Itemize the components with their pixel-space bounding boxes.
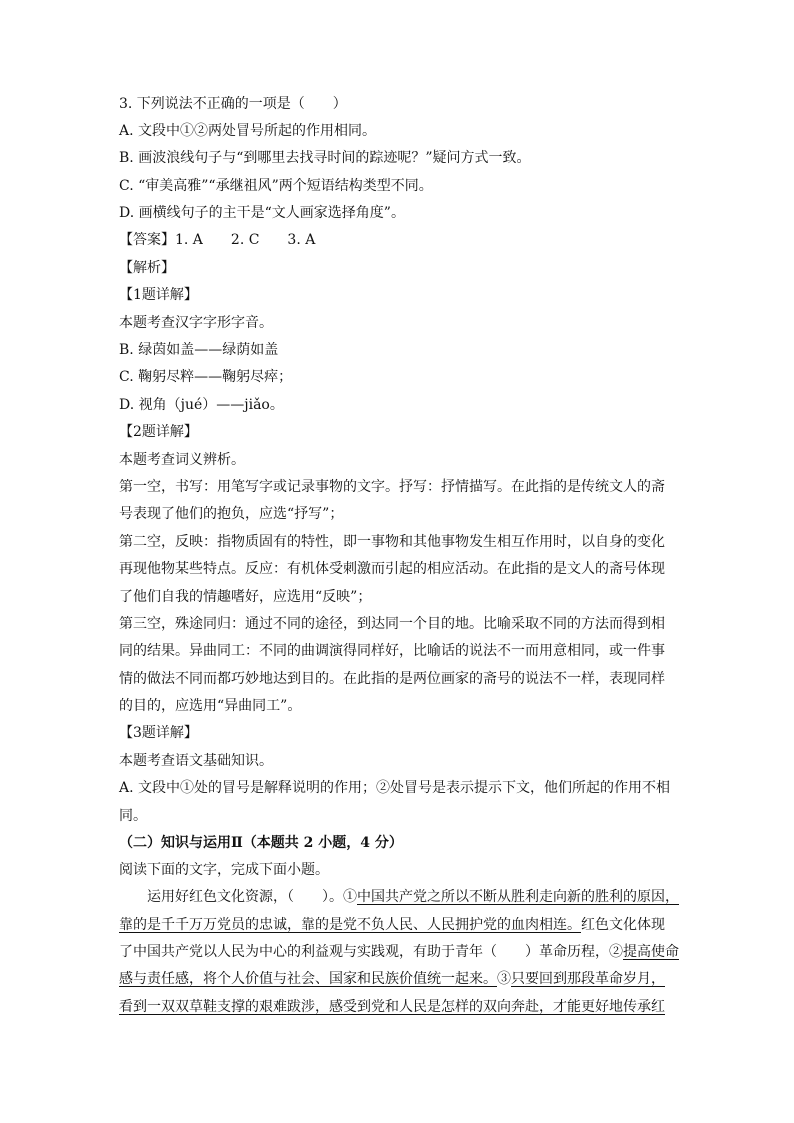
- passage-text: 了中国共产党以人民为中心的利益观与实践观，有助于青年（ ）革命历程，②: [119, 944, 623, 960]
- paragraph-line: 第一空，书写：用笔写字或记录事物的文字。抒写：抒情描写。在此指的是传统文人的斋: [119, 479, 665, 495]
- paragraph-line: 第二空，反映：指物质固有的特性，即一事物和其他事物发生相互作用时，以自身的变化: [119, 534, 665, 550]
- passage-line-1: [147, 887, 679, 907]
- instruction-line: 阅读下面的文字，完成下面小题。: [119, 862, 329, 878]
- paragraph-line: B. 绿茵如盖——绿荫如盖: [119, 342, 279, 358]
- paragraph-line: A. 文段中①处的冒号是解释说明的作用；②处冒号是表示提示下文，他们所起的作用不相: [119, 780, 671, 796]
- paragraph-line: 同。: [119, 808, 147, 824]
- option-c: C. “审美高雅”“承继祖风”两个短语结构类型不同。: [119, 178, 433, 194]
- section-heading: （二）知识与运用Ⅱ（本题共 2 小题，4 分）: [119, 835, 403, 851]
- paragraph-line: 再现他物某些特点。反应：有机体受刺激而引起的相应活动。在此指的是文人的斋号体现: [119, 561, 665, 577]
- underlined-sentence: 靠的是千千万万党员的忠诚，靠的是党不负人民、人民拥护党的血肉相连。: [119, 917, 581, 933]
- paragraph-line: 情的做法不同而都巧妙地达到目的。在此指的是两位画家的斋号的说法不一样，表现同样: [119, 671, 665, 687]
- option-a: A. 文段中①②两处冒号所起的作用相同。: [119, 123, 377, 139]
- paragraph-line: 第三空，殊途同归：通过不同的途径，到达同一个目的地。比喻采取不同的方法而得到相: [119, 616, 665, 632]
- underlined-sentence: 看到一双双草鞋支撑的艰难跋涉，感受到党和人民是怎样的双向奔赴，才能更好地传承红: [119, 999, 665, 1015]
- underlined-sentence: 中国共产党之所以不断从胜利走向新的胜利的原因，: [357, 889, 679, 905]
- underlined-sentence: 只要回到那段革命岁月，: [511, 971, 665, 987]
- passage-line-4: [119, 969, 665, 989]
- paragraph-line: 同的结果。异曲同工：不同的曲调演得同样好，比喻话的说法不一而用意相同，或一件事: [119, 643, 665, 659]
- passage-text: 红色文化体现: [581, 917, 665, 933]
- passage-text: 运用好红色文化资源，（ ）。①: [147, 889, 357, 905]
- underlined-sentence: 感与责任感，将个人价值与社会、国家和民族价值统一起来。: [119, 971, 497, 987]
- paragraph-line: 的目的，应选用“异曲同工”。: [119, 698, 302, 714]
- paragraph-line: 本题考查词义辨析。: [119, 452, 245, 468]
- analysis-heading: 【解析】: [119, 260, 175, 276]
- option-d: D. 画横线句子的主干是“文人画家选择角度”。: [119, 205, 405, 221]
- paragraph-line: C. 鞠躬尽粹——鞠躬尽瘁；: [119, 369, 293, 385]
- paragraph-line: 本题考查汉字字形字音。: [119, 315, 273, 331]
- passage-line-3: [119, 942, 679, 962]
- passage-line-5: [119, 997, 665, 1017]
- q2-detail-heading: 【2题详解】: [119, 424, 198, 440]
- paragraph-line: 号表现了他们的抱负，应选“抒写”；: [119, 506, 344, 522]
- q3-detail-heading: 【3题详解】: [119, 725, 198, 741]
- question-3: 3. 下列说法不正确的一项是（ ）: [119, 96, 347, 112]
- underlined-sentence: 提高使命: [623, 944, 679, 960]
- passage-line-2: [119, 915, 665, 935]
- q1-detail-heading: 【1题详解】: [119, 287, 198, 303]
- paragraph-line: D. 视角（jué）——jiǎo。: [119, 397, 284, 413]
- option-b: B. 画波浪线句子与“到哪里去找寻时间的踪迹呢？”疑问方式一致。: [119, 150, 531, 166]
- passage-text: ③: [497, 971, 511, 987]
- paragraph-line: 了他们自我的情趣嗜好，应选用“反映”；: [119, 589, 372, 605]
- answer-line: 【答案】1. A 2. C 3. A: [119, 232, 316, 248]
- paragraph-line: 本题考查语文基础知识。: [119, 753, 273, 769]
